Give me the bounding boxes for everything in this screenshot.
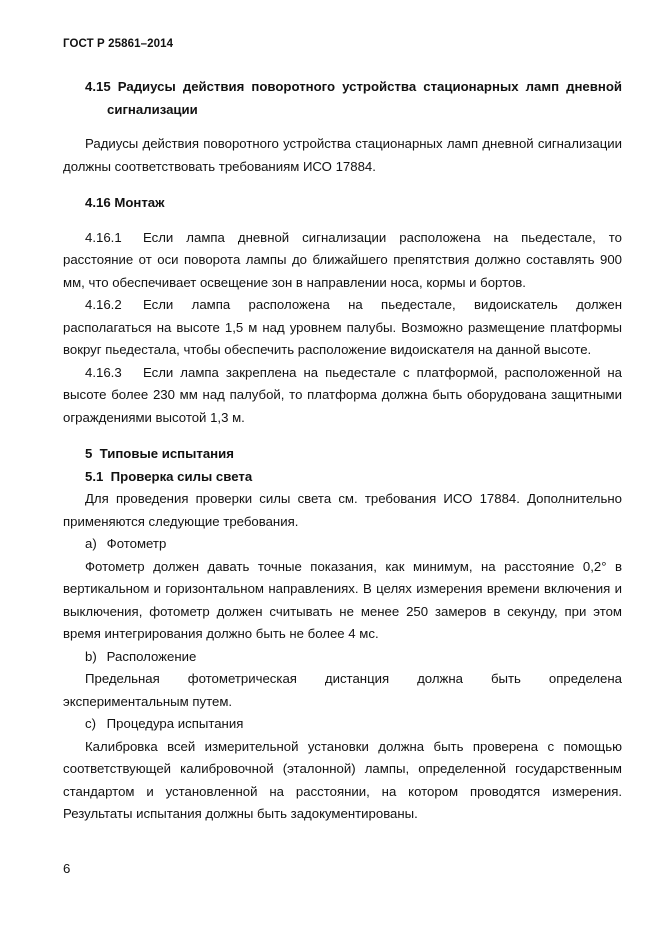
section-4-15-heading	[63, 76, 622, 121]
section-5-title: Типовые испытания	[99, 446, 234, 461]
clause-number: 4.16.1	[85, 229, 122, 245]
item-a-text: Фотометр должен давать точные показания, как минимум, на расстояние 0,2° в вертикальном и горизонтальном направлениях. В целях измерения времени включения и выключения, фотометр должен считывать не менее 250 замеров в секунду, при этом время интегрирования должно быть не более 4 мс.	[63, 558, 622, 641]
section-5-1-heading	[63, 466, 622, 489]
clause-4-16-3	[63, 362, 622, 430]
clause-number: 4.16.3	[85, 364, 122, 380]
spacer	[63, 121, 622, 133]
page-number: 6	[63, 861, 71, 876]
section-4-15-title-line1: Радиусы действия поворотного устройства стационарных ламп дневной	[117, 79, 622, 94]
spacer	[63, 178, 622, 192]
item-label: c)	[85, 716, 96, 731]
spacer	[63, 215, 622, 227]
clause-number: 4.16.2	[85, 297, 122, 312]
section-4-16-number: 4.16	[85, 195, 111, 210]
section-4-16-heading	[63, 192, 622, 215]
item-c-text: Калибровка всей измерительной установки должна быть проверена с помощью соответствующей калибровочной (эталонной) лампы, определенной государственным стандартом и установленной на расстоянии, на котором проводятся измерения. Результаты испытания должны быть задокументированы.	[63, 738, 622, 821]
document-code-header: ГОСТ Р 25861–2014	[63, 38, 174, 50]
item-title: Расположение	[106, 648, 197, 664]
item-label: a)	[85, 536, 97, 551]
section-5-1-number: 5.1	[85, 468, 104, 484]
clause-text: Если лампа закреплена на пьедестале с платформой, расположенной на высоте более 230 мм над палубой, то платформа должна быть оборудована защитными ограждениями высотой 1,3 м.	[63, 364, 622, 425]
section-5-number: 5	[85, 446, 93, 461]
section-5-heading	[63, 443, 622, 466]
section-4-16-title: Монтаж	[114, 195, 165, 210]
item-title: Процедура испытания	[106, 716, 244, 731]
clause-4-16-1	[63, 227, 622, 295]
section-5-1-intro: Для проведения проверки силы света см. требования ИСО 17884. Дополнительно применяются следующие требования.	[63, 491, 622, 529]
item-b-text: Предельная фотометрическая дистанция должна быть определена экспериментальным путем.	[63, 671, 622, 709]
document-body	[63, 76, 622, 826]
section-5-1-title: Проверка силы света	[110, 468, 253, 484]
item-a-heading	[63, 533, 622, 556]
section-4-15-title-line2: сигнализации	[107, 101, 198, 117]
item-title: Фотометр	[106, 536, 167, 551]
item-c-heading	[63, 713, 622, 736]
item-label: b)	[85, 648, 97, 664]
clause-text: Если лампа дневной сигнализации расположена на пьедестале, то расстояние от оси поворота лампы до ближайшего препятствия должно составлять 900 мм, что обеспечивает освещение зон в направлении носа, кормы и бортов.	[63, 229, 622, 290]
clause-4-16-2	[63, 294, 622, 362]
section-4-15-heading-line1	[85, 76, 622, 99]
clause-text: Если лампа расположена на пьедестале, видоискатель должен располагаться на высоте 1,5 м над уровнем палубы. Возможно размещение платформы вокруг пьедестала, чтобы обеспечить расположение видоискателя на данной высоте.	[63, 297, 622, 357]
item-b-heading	[63, 646, 622, 669]
section-4-15-text: Радиусы действия поворотного устройства стационарных ламп дневной сигнализации должны соответствовать требованиям ИСО 17884.	[63, 136, 622, 174]
section-4-15-number: 4.15	[85, 79, 111, 94]
spacer	[63, 429, 622, 443]
